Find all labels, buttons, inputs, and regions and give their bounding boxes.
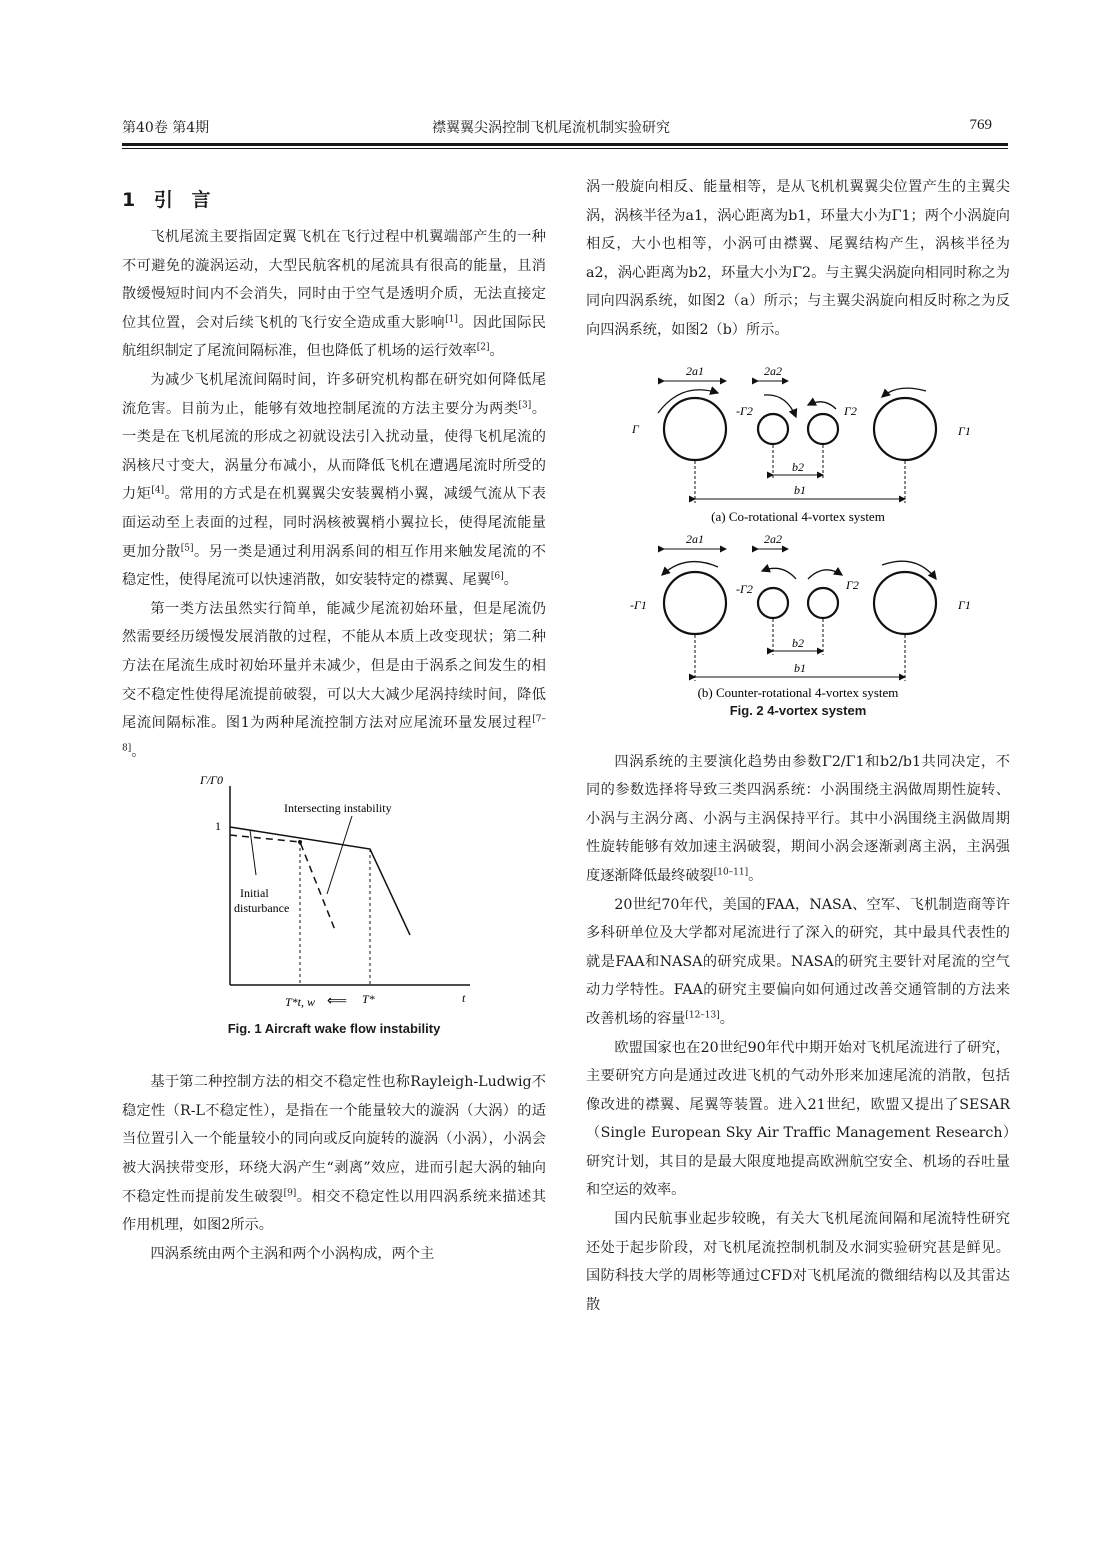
left-column [122,173,546,1268]
running-header [122,117,992,139]
citation: [10–11] [713,867,749,878]
subcaption-b: (b) Counter-rotational 4-vortex system [697,684,899,700]
citation: [6] [490,571,504,582]
label-b1-a: b1 [794,482,806,497]
journal-volume-issue: 第40卷 第4期 [122,120,210,136]
label-2a2-a: 2a2 [764,363,782,378]
small-vortex-right-a [808,414,838,444]
label-initial: Initial [240,886,269,901]
leader-intersecting [327,816,352,894]
subfigure-a [631,364,971,524]
citation: [4] [151,485,165,496]
paragraph-r5: 国内民航事业起步较晚，有关大飞机尾流间隔和尾流特性研究还处于起步阶段，对飞机尾流控制机制及水洞实验研究甚是鲜见。国防科技大学的周彬等通过CFD对飞机尾流的微细结构以及其雷达散 [586,1211,1010,1313]
figure-2 [586,353,1010,703]
arrow-left-icon: ⟸ [327,994,348,1010]
citation: [7–8] [122,714,546,753]
label-2a1-a: 2a1 [686,363,704,378]
gamma-right-b: Γ1 [958,597,971,612]
paragraph-2: 为减少飞机尾流间隔时间，许多研究机构都在研究如何降低尾流危害。目前为止，能够有效地控制尾流的方法主要分为两类[3]。一类是在飞机尾流的形成之初就设法引入扰动量，使得飞机尾流的涡核尺寸变大，涡量分布减小，从而降低飞机在遭遇尾流时所受的力矩[4]。常用的方式是在机翼翼尖安装翼梢小翼，减缓气流从下表面运动至上表面的过程，同时涡核被翼梢小翼拉长，使得尾流能量更加分散[5]。另一类是通过利用涡系间的相互作用来触发尾流的不稳定性，使得尾流可以快速消散，如安装特定的襟翼、尾翼[6]。 [122,371,546,589]
label-2a2-b: 2a2 [764,531,782,546]
small-vortex-right-b [808,588,838,618]
paragraph-r3: 20世纪70年代，美国的FAA，NASA、空军、飞机制造商等许多科研单位及大学都对尾流进行了深入的研究，其中最具代表性的就是FAA和NASA的研究成果。NASA的研究主要针对尾流的空气动力学特性。FAA的研究主要偏向如何通过改善交通管制的方法来改善机场的容量[12–13]。 [586,896,1010,1027]
subfigure-b [630,532,971,700]
gamma-right-a: Γ1 [958,423,971,438]
citation: [5] [180,542,194,553]
t-star-label: T* [362,992,375,1007]
paragraph-r1: 涡一般旋向相反、能量相等，是从飞机机翼翼尖位置产生的主翼尖涡，涡核半径为a1，涡心距离为b1，环量大小为Γ1；两个小涡旋向相反，大小也相等，小涡可由襟翼、尾翼结构产生，涡核半径为a2，涡心距离为b2，环量大小为Γ2。与主翼尖涡旋向相同时称之为同向四涡系统，如图2（a）所示；与主翼尖涡旋向相反时称之为反向四涡系统，如图2（b）所示。 [586,179,1010,338]
paragraph-3: 第一类方法虽然实行简单，能减少尾流初始环量，但是尾流仍然需要经历缓慢发展消散的过程，不能从本质上改变现状；第二种方法在尾流生成时初始环量并未减少，但是由于涡系之间发生的相交不稳定性使得尾流提前破裂，可以大大减少尾涡持续时间，降低尾流间隔标准。图1为两种尾流控制方法对应尾流环量发展过程[7–8]。 [122,600,546,760]
y-tick-one: 1 [215,819,221,834]
gamma-small-right-a: Γ2 [844,403,857,418]
baseline-curve [230,827,410,935]
label-b2-b: b2 [792,635,804,650]
right-column [586,173,1010,1319]
citation: [1] [445,314,458,325]
label-intersecting: Intersecting instability [284,801,392,816]
y-axis-label: Γ/Γ0 [200,773,223,788]
header-rule-thick [122,143,1008,146]
rotation-arrow-icon [808,401,836,408]
gamma-small-right-b: Γ2 [846,577,859,592]
subcaption-a: (a) Co-rotational 4-vortex system [711,508,885,524]
citation: [12–13] [685,1010,720,1021]
running-title: 襟翼翼尖涡控制飞机尾流机制实验研究 [432,120,670,136]
small-vortex-left-a [758,414,788,444]
intersection-point [298,840,302,844]
paragraph-r2: 四涡系统的主要演化趋势由参数Γ2/Γ1和b2/b1共同决定，不同的参数选择将导致三类四涡系统：小涡围绕主涡做周期性旋转、小涡与主涡分离、小涡与主涡保持平行。其中小涡围绕主涡做周期性旋转能够有效加速主涡破裂，期间小涡会逐渐剥离主涡，主涡强度逐渐降低最终破裂[10–11]。 [586,753,1010,884]
figure-1 [122,772,546,1015]
small-vortex-left-b [758,588,788,618]
initial-disturbance-curve [230,835,335,930]
paragraph-r4: 欧盟国家也在20世纪90年代中期开始对飞机尾流进行了研究，主要研究方向是通过改进飞机的气动外形来加速尾流的消散，包括像改进的襟翼、尾翼等装置。进入21世纪，欧盟又提出了SESAR（Single European Sky Air Traffic Management Research）研究计划，其目的是最大限度地提高欧洲航空安全、机场的吞吐量和空运的效率。 [586,1039,1010,1199]
label-2a1-b: 2a1 [686,531,704,546]
t-star-tw-label: T*t, w [285,995,316,1010]
gamma-left-b: -Γ1 [630,597,647,612]
main-vortex-left-a [664,398,726,460]
main-vortex-right-b [874,572,936,634]
leader-initial [250,830,256,875]
paragraph-1: 飞机尾流主要指固定翼飞机在飞行过程中机翼端部产生的一种不可避免的漩涡运动，大型民航客机的尾流具有很高的能量，且消散缓慢短时间内不会消失，同时由于空气是透明介质，无法直接定位其位置，会对后续飞机的飞行安全造成重大影响[1]。因此国际民航组织制定了尾流间隔标准，但也降低了机场的运行效率[2]。 [122,229,546,360]
citation: [3] [518,399,532,410]
header-rule-thin [122,148,1008,149]
paragraph-5: 四涡系统由两个主涡和两个小涡构成，两个主 [150,1245,435,1262]
rotation-arrow-icon [808,569,842,578]
figure-1-caption: Fig. 1 Aircraft wake flow instability [227,1021,441,1037]
main-vortex-left-b [664,572,726,634]
page-number: 769 [969,117,992,133]
x-axis-label: t [462,991,466,1006]
label-disturbance: disturbance [234,901,290,916]
label-b1-b: b1 [794,660,806,675]
citation: [9] [283,1187,297,1198]
gamma-small-left-a: -Γ2 [736,403,753,418]
rotation-arrow-icon [882,388,926,397]
gamma-left-a: Γ [632,421,639,436]
paragraph-4: 基于第二种控制方法的相交不稳定性也称Rayleigh-Ludwig不稳定性（R-L不稳定性），是指在一个能量较大的漩涡（大涡）的适当位置引入一个能量较小的同向或反向旋转的漩涡（小涡），小涡会被大涡挟带变形，环绕大涡产生“剥离”效应，进而引起大涡的轴向不稳定性而提前发生破裂[9]。相交不稳定性以用四涡系统来描述其作用机理，如图2所示。 [122,1074,546,1234]
label-b2-a: b2 [792,459,804,474]
figure-2-caption: Fig. 2 4-vortex system [729,702,867,718]
citation: [2] [476,342,490,353]
figure-1-diagram [122,772,546,1015]
gamma-small-left-b: -Γ2 [736,581,753,596]
main-vortex-right-a [874,398,936,460]
section-heading: 1 引 言 [122,189,217,211]
rotation-arrow-icon [762,568,796,579]
figure-2-diagram [586,353,1010,703]
